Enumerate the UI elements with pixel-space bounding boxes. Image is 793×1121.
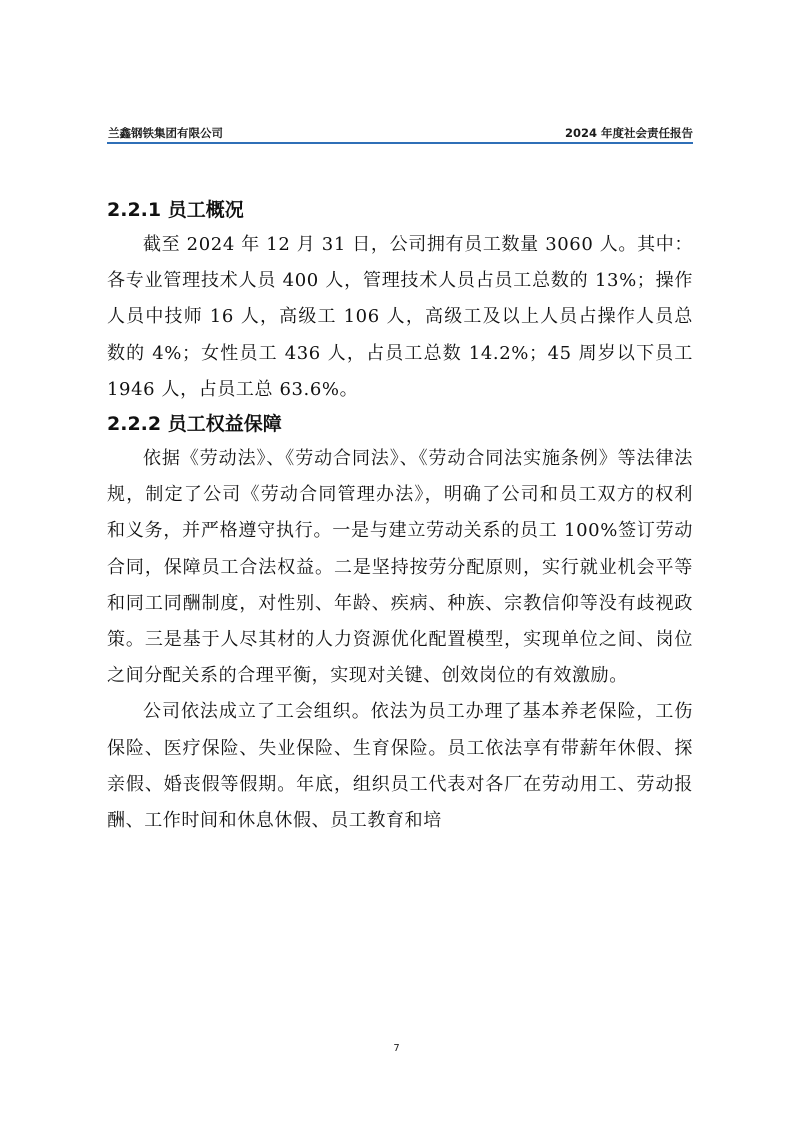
document-body (107, 194, 693, 839)
page-number: 7 (393, 1043, 400, 1054)
paragraph-employee-overview: 截至 2024 年 12 月 31 日，公司拥有员工数量 3060 人。其中：各专业管理技术人员 400 人，管理技术人员占员工总数的 13%；操作人员中技师 16 人，高级工 106 人，高级工及以上人员占操作人员总数的 4%；女性员工 436 人，占员工总数 14.2%；45 周岁以下员工 1946 人，占员工总 63.6%。 (107, 234, 693, 400)
section-employee-rights (107, 408, 693, 839)
paragraph-labor-law: 依据《劳动法》、《劳动合同法》、《劳动合同法实施条例》等法律法规，制定了公司《劳动合同管理办法》，明确了公司和员工双方的权利和义务，并严格遵守执行。一是与建立劳动关系的员工 100%签订劳动合同，保障员工合法权益。二是坚持按劳分配原则，实行就业机会平等和同工同酬制度，对性别、年龄、疾病、种族、宗教信仰等没有歧视政策。三是基于人尽其材的人力资源优化配置模型，实现单位之间、岗位之间分配关系的合理平衡，实现对关键、创效岗位的有效激励。 (107, 448, 693, 687)
header-report-title: 2024 年度社会责任报告 (564, 126, 693, 140)
section-employee-overview (107, 194, 693, 408)
header-company-name: 兰鑫钢铁集团有限公司 (108, 126, 223, 140)
section-heading-employee-overview: 2.2.1 员工概况 (107, 199, 244, 221)
page-header (107, 124, 693, 144)
section-heading-employee-rights: 2.2.2 员工权益保障 (107, 413, 282, 436)
paragraph-union-insurance: 公司依法成立了工会组织。依法为员工办理了基本养老保险，工伤保险、医疗保险、失业保险、生育保险。员工依法享有带薪年休假、探亲假、婚丧假等假期。年底，组织员工代表对各厂在劳动用工、劳动报酬、工作时间和休息休假、员工教育和培 (107, 701, 693, 832)
